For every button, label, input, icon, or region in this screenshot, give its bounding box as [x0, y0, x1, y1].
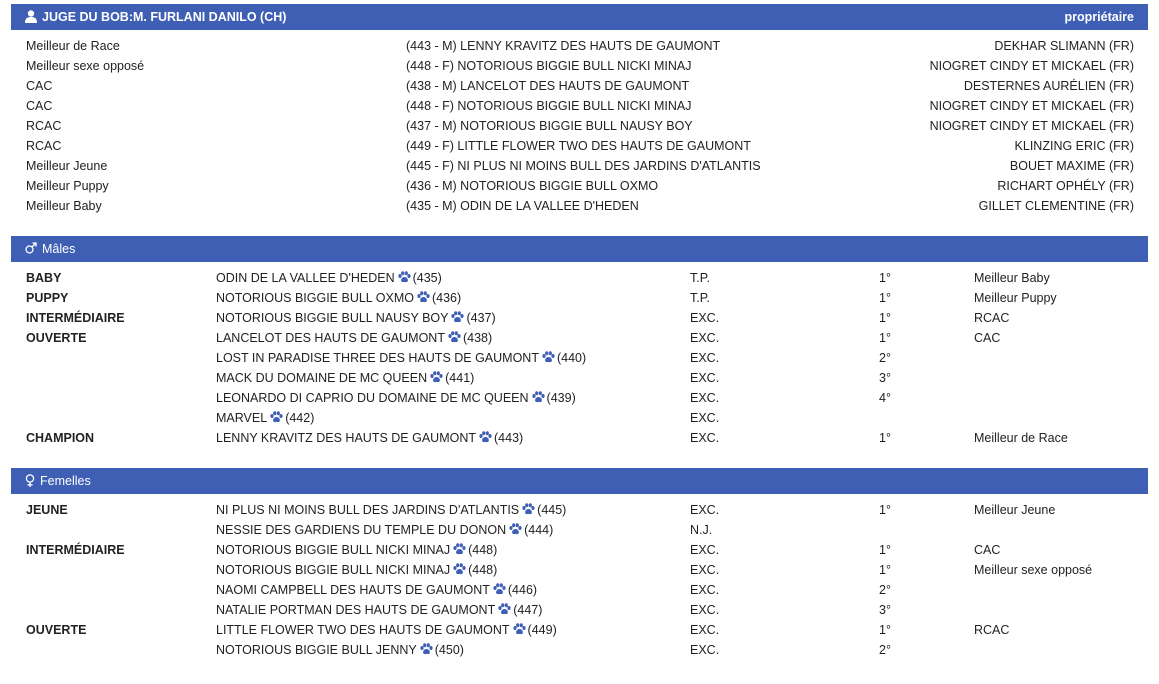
catalog-number: (448) — [468, 563, 498, 577]
males-header — [11, 236, 1148, 262]
award-owner: RICHART OPHÉLY (FR) — [997, 179, 1134, 193]
dog-entry[interactable] — [216, 408, 314, 428]
paw-icon — [513, 623, 526, 635]
qualification: EXC. — [690, 311, 720, 325]
result-row — [0, 348, 1159, 368]
ranking: 1° — [879, 431, 891, 445]
ranking: 1° — [879, 311, 891, 325]
ranking: 1° — [879, 563, 891, 577]
result-row — [0, 268, 1159, 288]
paw-icon — [493, 583, 506, 595]
qualification: EXC. — [690, 371, 720, 385]
catalog-number: (441) — [445, 371, 475, 385]
paw-icon — [270, 411, 283, 423]
qualification: EXC. — [690, 331, 720, 345]
qualification: EXC. — [690, 623, 720, 637]
qualification: EXC. — [690, 563, 720, 577]
males-title: Mâles — [42, 242, 76, 256]
result-row — [0, 288, 1159, 308]
catalog-number: (443) — [494, 431, 524, 445]
ranking: 1° — [879, 503, 891, 517]
dog-name[interactable]: NOTORIOUS BIGGIE BULL NICKI MINAJ — [216, 563, 451, 577]
dog-name[interactable]: NAOMI CAMPBELL DES HAUTS DE GAUMONT — [216, 583, 490, 597]
dog-name[interactable]: LENNY KRAVITZ DES HAUTS DE GAUMONT — [216, 431, 476, 445]
result-row — [0, 428, 1159, 448]
dog-entry[interactable] — [216, 500, 566, 520]
result-row — [0, 540, 1159, 560]
ranking: 2° — [879, 643, 891, 657]
award-row — [0, 156, 1159, 176]
ranking: 1° — [879, 291, 891, 305]
award-dog[interactable]: (448 - F) NOTORIOUS BIGGIE BULL NICKI MINAJ — [406, 59, 692, 73]
dog-name[interactable]: LITTLE FLOWER TWO DES HAUTS DE GAUMONT — [216, 623, 510, 637]
result-row — [0, 368, 1159, 388]
dog-name[interactable]: LANCELOT DES HAUTS DE GAUMONT — [216, 331, 445, 345]
class-name: JEUNE — [26, 503, 68, 517]
dog-name[interactable]: MARVEL — [216, 411, 268, 425]
catalog-number: (446) — [507, 583, 538, 597]
qualification: EXC. — [690, 503, 720, 517]
ranking: 4° — [879, 391, 891, 405]
award-owner: BOUET MAXIME (FR) — [1009, 159, 1134, 173]
dog-name[interactable]: LOST IN PARADISE THREE DES HAUTS DE GAUMONT — [216, 351, 539, 365]
ranking: 2° — [879, 351, 891, 365]
females-header — [11, 468, 1148, 494]
qualification: EXC. — [690, 543, 720, 557]
result-award: Meilleur Baby — [974, 271, 1050, 285]
dog-name[interactable]: NOTORIOUS BIGGIE BULL NICKI MINAJ — [216, 543, 451, 557]
result-award: RCAC — [974, 311, 1010, 325]
catalog-number: (442) — [285, 411, 315, 425]
result-award: Meilleur Jeune — [974, 503, 1056, 517]
dog-name[interactable]: MACK DU DOMAINE DE MC QUEEN — [216, 371, 428, 385]
result-row — [0, 600, 1159, 620]
dog-entry[interactable] — [216, 308, 496, 328]
owner-column-label: propriétaire — [1064, 10, 1134, 24]
qualification: N.J. — [690, 523, 713, 537]
class-name: INTERMÉDIAIRE — [26, 311, 125, 325]
award-name: Meilleur sexe opposé — [26, 59, 145, 73]
dog-entry[interactable] — [216, 388, 576, 408]
male-icon — [25, 242, 37, 256]
paw-icon — [532, 391, 545, 403]
dog-name[interactable]: NI PLUS NI MOINS BULL DES JARDINS D'ATLANTIS — [216, 503, 520, 517]
paw-icon — [398, 271, 411, 283]
paw-icon — [417, 291, 430, 303]
dog-name[interactable]: NOTORIOUS BIGGIE BULL OXMO — [216, 291, 414, 305]
qualification: EXC. — [690, 391, 720, 405]
class-name: OUVERTE — [26, 331, 87, 345]
qualification: T.P. — [690, 291, 710, 305]
award-name: Meilleur Puppy — [26, 179, 109, 193]
result-row — [0, 408, 1159, 428]
result-award: CAC — [974, 331, 1001, 345]
qualification: EXC. — [690, 431, 720, 445]
qualification: EXC. — [690, 583, 720, 597]
result-row — [0, 308, 1159, 328]
result-award: CAC — [974, 543, 1001, 557]
class-name: PUPPY — [26, 291, 69, 305]
dog-name[interactable]: NOTORIOUS BIGGIE BULL JENNY — [216, 643, 417, 657]
result-award: Meilleur Puppy — [974, 291, 1057, 305]
catalog-number: (448) — [468, 543, 498, 557]
ranking: 3° — [879, 603, 891, 617]
catalog-number: (440) — [556, 351, 587, 365]
ranking: 1° — [879, 271, 891, 285]
paw-icon — [542, 351, 555, 363]
award-dog[interactable]: (435 - M) ODIN DE LA VALLEE D'HEDEN — [406, 199, 639, 213]
result-award: RCAC — [974, 623, 1010, 637]
award-row — [0, 36, 1159, 56]
result-row — [0, 388, 1159, 408]
result-row — [0, 520, 1159, 540]
catalog-number: (450) — [434, 643, 464, 657]
catalog-number: (445) — [537, 503, 567, 517]
qualification: T.P. — [690, 271, 710, 285]
award-dog[interactable]: (445 - F) NI PLUS NI MOINS BULL DES JARDINS D'ATLANTIS — [406, 159, 761, 173]
catalog-number: (435) — [412, 271, 442, 285]
award-dog[interactable]: (437 - M) NOTORIOUS BIGGIE BULL NAUSY BOY — [406, 119, 693, 133]
qualification: EXC. — [690, 603, 720, 617]
award-row — [0, 136, 1159, 156]
paw-icon — [420, 643, 433, 655]
paw-icon — [479, 431, 492, 443]
qualification: EXC. — [690, 411, 720, 425]
award-dog[interactable]: (449 - F) LITTLE FLOWER TWO DES HAUTS DE GAUMONT — [406, 139, 751, 153]
award-name: Meilleur de Race — [26, 39, 120, 53]
catalog-number: (436) — [431, 291, 462, 305]
award-name: RCAC — [26, 139, 62, 153]
class-name: CHAMPION — [26, 431, 95, 445]
catalog-number: (438) — [462, 331, 493, 345]
ranking: 2° — [879, 583, 891, 597]
result-row — [0, 328, 1159, 348]
dog-entry[interactable] — [216, 580, 537, 600]
award-owner: NIOGRET CINDY ET MICKAEL (FR) — [929, 99, 1134, 113]
award-name: Meilleur Jeune — [26, 159, 108, 173]
class-name: BABY — [26, 271, 62, 285]
result-row — [0, 500, 1159, 520]
award-row — [0, 76, 1159, 96]
award-dog[interactable]: (438 - M) LANCELOT DES HAUTS DE GAUMONT — [406, 79, 690, 93]
dog-entry[interactable] — [216, 540, 497, 560]
paw-icon — [453, 563, 466, 575]
judge-header — [11, 4, 1148, 30]
catalog-number: (439) — [546, 391, 576, 405]
paw-icon — [430, 371, 443, 383]
dog-entry[interactable] — [216, 640, 464, 660]
dog-entry[interactable] — [216, 348, 586, 368]
dog-entry[interactable] — [216, 560, 497, 580]
paw-icon — [522, 503, 535, 515]
award-owner: KLINZING ERIC (FR) — [1014, 139, 1134, 153]
dog-name[interactable]: ODIN DE LA VALLEE D'HEDEN — [216, 271, 395, 285]
catalog-number: (444) — [524, 523, 554, 537]
result-row — [0, 640, 1159, 660]
catalog-number: (449) — [527, 623, 557, 637]
award-dog[interactable]: (443 - M) LENNY KRAVITZ DES HAUTS DE GAUMONT — [406, 39, 721, 53]
dog-entry[interactable] — [216, 268, 442, 288]
award-owner: GILLET CLEMENTINE (FR) — [978, 199, 1134, 213]
ranking: 1° — [879, 543, 891, 557]
dog-entry[interactable] — [216, 288, 461, 308]
dog-entry[interactable] — [216, 620, 557, 640]
dog-entry[interactable] — [216, 600, 542, 620]
class-name: OUVERTE — [26, 623, 87, 637]
females-title: Femelles — [40, 474, 91, 488]
award-name: CAC — [26, 79, 53, 93]
dog-name[interactable]: NOTORIOUS BIGGIE BULL NAUSY BOY — [216, 311, 449, 325]
dog-name[interactable]: LEONARDO DI CAPRIO DU DOMAINE DE MC QUEEN — [216, 391, 529, 405]
dog-entry[interactable] — [216, 368, 474, 388]
qualification: EXC. — [690, 351, 720, 365]
award-name: RCAC — [26, 119, 62, 133]
award-row — [0, 56, 1159, 76]
catalog-number: (447) — [513, 603, 543, 617]
result-award: Meilleur sexe opposé — [974, 563, 1093, 577]
result-row — [0, 620, 1159, 640]
qualification: EXC. — [690, 643, 720, 657]
award-dog[interactable]: (436 - M) NOTORIOUS BIGGIE BULL OXMO — [406, 179, 659, 193]
award-owner: DEKHAR SLIMANN (FR) — [994, 39, 1134, 53]
catalog-number: (437) — [466, 311, 496, 325]
award-row — [0, 176, 1159, 196]
award-owner: NIOGRET CINDY ET MICKAEL (FR) — [929, 59, 1134, 73]
ranking: 1° — [879, 623, 891, 637]
award-dog[interactable]: (448 - F) NOTORIOUS BIGGIE BULL NICKI MINAJ — [406, 99, 692, 113]
dog-entry[interactable] — [216, 520, 553, 540]
paw-icon — [451, 311, 464, 323]
paw-icon — [498, 603, 511, 615]
dog-name[interactable]: NATALIE PORTMAN DES HAUTS DE GAUMONT — [216, 603, 496, 617]
award-row — [0, 116, 1159, 136]
award-name: Meilleur Baby — [26, 199, 102, 213]
paw-icon — [453, 543, 466, 555]
dog-entry[interactable] — [216, 428, 523, 448]
award-row — [0, 96, 1159, 116]
result-row — [0, 580, 1159, 600]
class-name: INTERMÉDIAIRE — [26, 543, 125, 557]
result-award: Meilleur de Race — [974, 431, 1068, 445]
female-icon — [25, 474, 35, 489]
dog-name[interactable]: NESSIE DES GARDIENS DU TEMPLE DU DONON — [216, 523, 507, 537]
award-owner: NIOGRET CINDY ET MICKAEL (FR) — [929, 119, 1134, 133]
award-owner: DESTERNES AURÉLIEN (FR) — [963, 79, 1134, 93]
award-row — [0, 196, 1159, 216]
dog-entry[interactable] — [216, 328, 492, 348]
award-name: CAC — [26, 99, 53, 113]
paw-icon — [509, 523, 522, 535]
ranking: 1° — [879, 331, 891, 345]
person-icon — [25, 10, 37, 25]
result-row — [0, 560, 1159, 580]
paw-icon — [448, 331, 461, 343]
ranking: 3° — [879, 371, 891, 385]
judge-title: JUGE DU BOB:M. FURLANI DANILO (CH) — [42, 10, 287, 24]
